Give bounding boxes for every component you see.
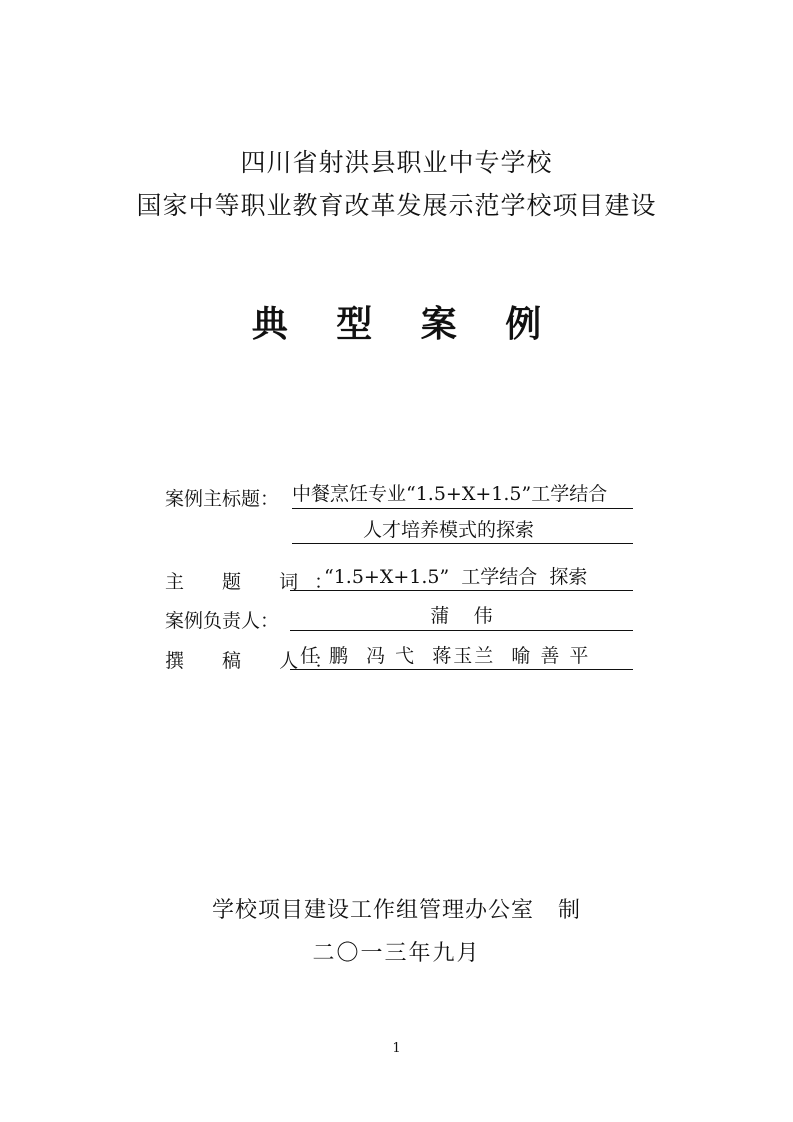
keywords-value: “1.5+X+1.5” 工学结合 探索 [290,564,633,591]
topic-label: 案例主标题： [165,488,280,510]
owner-value: 蒲 伟 [290,603,633,631]
authors-value: 任 鹏 冯 弋 蒋玉兰 喻 善 平 [290,643,633,670]
owner-label: 案例负责人： [165,610,280,632]
document-title: 典 型 案 例 [251,303,560,345]
page-number: 1 [392,1041,401,1056]
topic-row [0,481,793,541]
authors-row [0,643,793,673]
keywords-row [0,564,793,594]
owner-row [0,603,793,633]
project-name: 国家中等职业教育改革发展示范学校项目建设 [136,191,657,220]
topic-value-line2: 人才培养模式的探索 [292,517,633,544]
topic-value-line1: 中餐烹饪专业“1.5+X+1.5”工学结合 [292,481,633,509]
school-name: 四川省射洪县职业中专学校 [240,148,553,177]
issue-date: 二〇一三年九月 [312,941,481,966]
authors-label: 撰 稿 人： [165,650,350,672]
issuing-office: 学校项目建设工作组管理办公室 制 [212,898,581,923]
keywords-label: 主 题 词： [165,571,350,593]
